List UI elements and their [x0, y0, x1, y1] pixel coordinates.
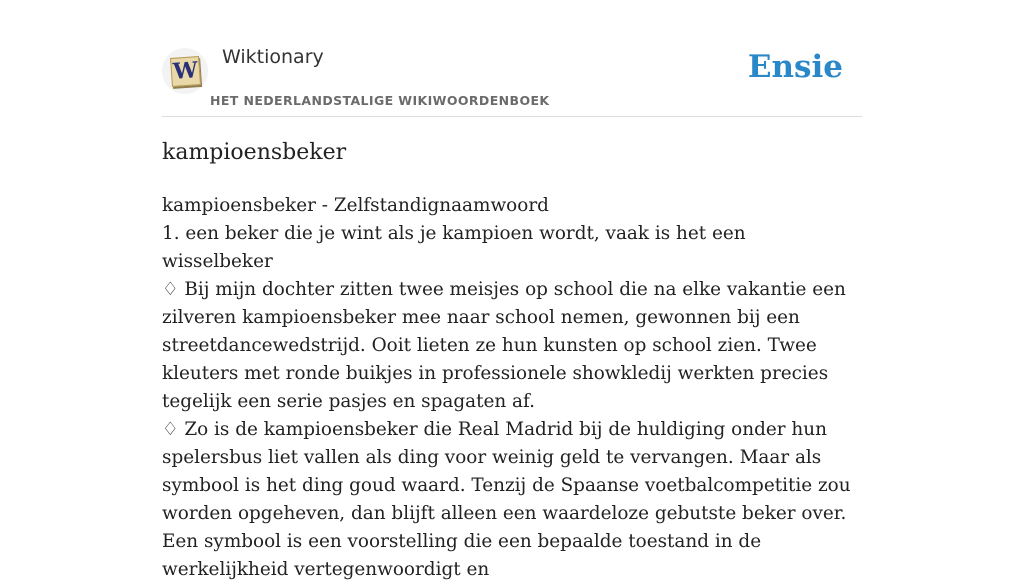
wiktionary-logo[interactable] [162, 48, 208, 94]
site-header [162, 40, 862, 117]
example-2: ♢ Zo is de kampioensbeker die Real Madrid bij de huldiging onder hun spelersbus liet vallen als ding voor weinig geld te vervangen. Maar als symbool is het ding goud waard. Tenzij de Spaanse voetbalcompetitie zou worden opgeheven, dan blijft alleen een waardeloze gebutste beker over. Een symbool is een voorstelling die een bepaalde toestand in de werkelijkheid vertegenwoordigt en [162, 419, 851, 580]
site-name[interactable]: Wiktionary [222, 46, 324, 68]
ensie-brand-link[interactable]: Ensie [747, 49, 843, 85]
page-title: kampioensbeker [162, 140, 347, 165]
w-tile-icon: W [170, 56, 201, 87]
entry-content [162, 192, 862, 584]
headword-line: kampioensbeker - Zelfstandignaamwoord [162, 195, 549, 216]
example-1: ♢ Bij mijn dochter zitten twee meisjes op school die na elke vakantie een zilveren kampioensbeker mee naar school nemen, gewonnen bij een streetdancewedstrijd. Ooit lieten ze hun kunsten op school zien. Twee kleuters met ronde buikjes in professionele showkledij werkten precies tegelijk een serie pasjes en spagaten af. [162, 279, 846, 412]
definition: 1. een beker die je wint als je kampioen wordt, vaak is het een wisselbeker [162, 223, 746, 272]
site-tagline: HET NEDERLANDSTALIGE WIKIWOORDENBOEK [210, 93, 550, 108]
